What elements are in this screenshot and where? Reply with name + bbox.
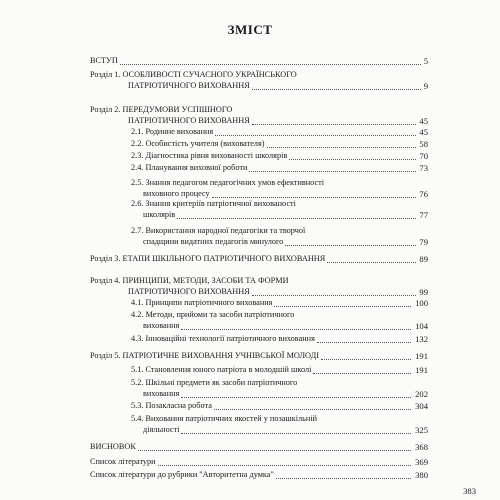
toc-leader-line [274, 306, 411, 307]
toc-leader-line [252, 124, 416, 125]
toc-entry-page: 100 [415, 298, 428, 308]
toc-entry-page: 202 [415, 389, 428, 399]
toc-leader-line [327, 262, 416, 263]
toc-entry-title: Розділ 2. ПЕРЕДУМОВИ УСПІШНОГО [90, 104, 233, 114]
toc-entry-title: 5.2. Шкільні предмети як засоби патріотичного [131, 377, 298, 387]
toc-leader-line [267, 147, 416, 148]
toc-entry-title: 2.6. Знання критеріїв патріотичної вихованості [131, 198, 296, 208]
toc-leader-line [212, 197, 416, 198]
toc-entry-page: 58 [419, 139, 428, 149]
toc-leader-line [313, 373, 411, 374]
toc-entry-title: Розділ 4. ПРИНЦИПИ, МЕТОДИ, ЗАСОБИ ТА ФОРМИ [90, 275, 289, 285]
toc-leader-line [289, 159, 416, 160]
toc-leader-line [249, 171, 416, 172]
toc-entry-title: 2.3. Діагностика рівня вихованості школярів [131, 150, 288, 160]
toc-entry-title: ВИСНОВОК [90, 441, 136, 451]
toc-entry-title-continued: виховного процесу [143, 188, 210, 198]
toc-entry-title: 2.4. Планування виховної роботи [131, 162, 248, 172]
toc-entry-title: 2.2. Особистість учителя (вихователя) [131, 138, 265, 148]
toc-entry-title-continued: діяльності [143, 424, 180, 434]
toc-leader-line [321, 359, 411, 360]
toc-leader-line [158, 465, 411, 466]
toc-entry-title: 5.3. Позакласна робота [131, 400, 212, 410]
toc-leader-line [138, 450, 411, 451]
toc-entry-title-continued: ПАТРІОТИЧНОГО ВИХОВАННЯ [128, 80, 250, 90]
toc-leader-line [120, 64, 421, 65]
toc-entry-page: 191 [415, 365, 428, 375]
toc-entry-page: 325 [415, 425, 428, 435]
toc-entry-page: 9 [423, 81, 428, 91]
toc-leader-line [276, 478, 411, 479]
toc-entry-title: 4.2. Методи, прийоми та засоби патріотичного [131, 309, 295, 319]
toc-entry-title: Список літератури до рубрики "Авторитетна думка" [90, 469, 274, 479]
toc-entry-page: 5 [423, 56, 428, 66]
toc-entry-title-continued: спадщини видатних педагогів минулого [143, 236, 284, 246]
toc-entry-page: 368 [415, 442, 428, 452]
toc-entry-page: 104 [415, 321, 428, 331]
toc-entry-title: 4.3. Інноваційні технології патріотичного виховання [131, 333, 315, 343]
toc-entry-page: 132 [415, 334, 428, 344]
toc-leader-line [215, 135, 416, 136]
toc-entry-page: 70 [419, 151, 428, 161]
toc-leader-line [252, 89, 421, 90]
toc-entry-title-continued: виховання [143, 320, 180, 330]
toc-leader-line [181, 433, 411, 434]
toc-entry-title-continued: ПАТРІОТИЧНОГО ВИХОВАННЯ [128, 115, 250, 125]
toc-entry-title: 5.1. Становлення юного патріота в молодшій школі [131, 364, 312, 374]
toc-entry-page: 73 [419, 163, 428, 173]
toc-entry-title: Розділ 5. ПАТРІОТИЧНЕ ВИХОВАННЯ УЧНІВСЬКОЇ МОЛОДІ [90, 350, 319, 360]
toc-leader-line [214, 409, 411, 410]
toc-leader-line [252, 295, 416, 296]
toc-leader-line [285, 245, 416, 246]
toc-entry-page: 99 [419, 287, 428, 297]
toc-entry-title: 5.4. Виховання патріотичних якостей у позашкільній [131, 413, 318, 423]
toc-entry-title: Розділ 3. ЕТАПИ ШКІЛЬНОГО ПАТРІОТИЧНОГО ВИХОВАННЯ [90, 253, 326, 263]
toc-entry-title: 4.1. Принципи патріотичного виховання [131, 297, 273, 307]
toc-entry-title: Розділ 1. ОСОБЛИВОСТІ СУЧАСНОГО УКРАЇНСЬКОГО [90, 69, 297, 79]
toc-leader-line [181, 329, 411, 330]
toc-entry-title-continued: виховання [143, 388, 180, 398]
toc-entry-page: 369 [415, 457, 428, 467]
toc-leader-line [177, 218, 416, 219]
toc-entry-title-continued: школярів [143, 209, 176, 219]
toc-entry-page: 380 [415, 470, 428, 480]
page-title: ЗМІСТ [227, 22, 273, 37]
toc-leader-line [181, 397, 411, 398]
toc-entry-title: 2.1. Родинне виховання [131, 126, 214, 136]
page-number: 383 [463, 486, 476, 496]
toc-leader-line [317, 342, 411, 343]
toc-entry-page: 191 [415, 351, 428, 361]
toc-entry-title: ВСТУП [90, 55, 118, 65]
toc-entry-page: 79 [419, 237, 428, 247]
toc-entry-page: 304 [415, 401, 428, 411]
toc-entry-title-continued: ПАТРІОТИЧНОГО ВИХОВАННЯ [128, 286, 250, 296]
toc-entry-page: 77 [419, 210, 428, 220]
toc-entry-title: Список літератури [90, 456, 156, 466]
toc-entry-title: 2.7. Використання народної педагогіки та творчої [131, 225, 306, 235]
toc-entry-page: 45 [419, 116, 428, 126]
toc-entry-page: 45 [419, 127, 428, 137]
toc-entry-page: 89 [419, 254, 428, 264]
toc-entry-page: 76 [419, 189, 428, 199]
toc-entry-title: 2.5. Знання педагогом педагогічних умов ефективності [131, 177, 325, 187]
